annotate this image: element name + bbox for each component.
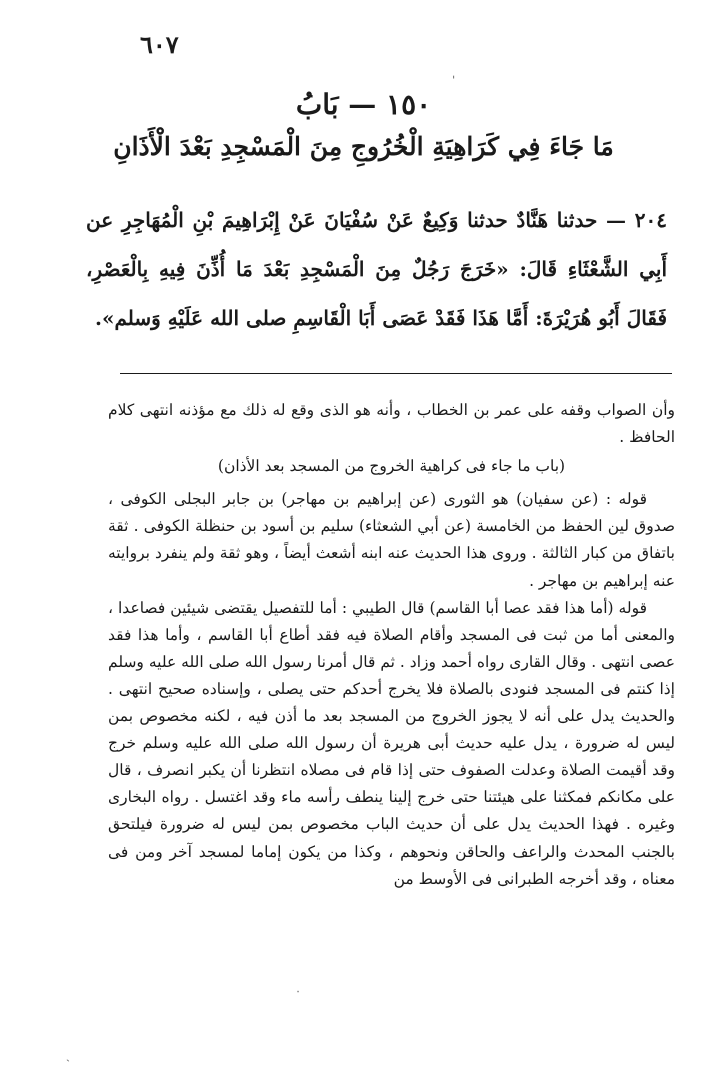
print-speck: ˑ	[296, 985, 301, 999]
footnote-divider	[120, 373, 672, 374]
commentary-paragraph: قوله (أما هذا فقد عصا أبا القاسم) قال الطيبي : أما للتفصيل يقتضى شيئين فصاعدا ، والمعنى أما من ثبت فى المسجد وأقام الصلاة فيه فقد أطاع أبا القاسم ، وأما هذا فقد عصى انتهى . وقال القارى رواه أحمد وزاد . ثم قال أمرنا رسول الله صلى الله عليه وسلم إذا كنتم فى المسجد فنودى بالصلاة فلا يخرج أحدكم حتى يصلى ، وإسناده صحيح انتهى . والحديث يدل على أنه لا يجوز الخروج من المسجد بعد ما أذن فيه ، لكنه مخصوص بمن ليس له ضرورة ، يدل عليه حديث أبى هريرة أن رسول الله صلى الله عليه وسلم خرج وقد أقيمت الصلاة وعدلت الصفوف حتى إذا قام فى مصلاه انتظرنا أن يكبر انصرف ، قال على مكانكم فمكثنا على هيئتنا حتى خرج إلينا ينطف رأسه ماء وقد اغتسل . رواه البخارى وغيره . فهذا الحديث يدل على أن حديث الباب مخصوص بمن ليس له ضرورة فيلتحق بالجنب المحدث والراعف والحاقن ونحوهم ، وكذا من يكون إماما لمسجد آخر ومن فى معناه ، وقد أخرجه الطبرانى فى الأوسط من	[108, 598, 675, 888]
print-speck: ˈ	[452, 74, 456, 88]
print-speck: ˏ	[66, 1048, 70, 1062]
commentary-paragraph: قوله : (عن سفيان) هو الثورى (عن إبراهيم بن مهاجر) بن جابر البجلى الكوفى ، صدوق لين الحفظ من الخامسة (عن أبي الشعثاء) سليم بن أسود بن حنظلة الكوفى . ثقة باتفاق من كبار الثالثة . وروى هذا الحديث عنه ابنه أشعث أيضاً ، وهو ثقة ولم ينفرد بروايته عنه إبراهيم بن مهاجر .	[108, 490, 675, 590]
hadith-text: ٢٠٤ — حدثنا هَنَّادٌ حدثنا وَكِيعٌ عَنْ سُفْيَانَ عَنْ إِبْرَاهِيمَ بْنِ الْمُهَاجِرِ عن أَبِي الشَّعْثَاءِ قَالَ: «خَرَجَ رَجُلٌ مِنَ الْمَسْجِدِ بَعْدَ مَا أُذِّنَ فِيهِ بِالْعَصْرِ، فَقَالَ أَبُو هُرَيْرَةَ: أَمَّا هَذَا فَقَدْ عَصَى أَبَا الْقَاسِمِ صلى الله عَلَيْهِ وَسلم».	[86, 208, 667, 330]
page-number: ٦٠٧	[140, 30, 179, 59]
commentary-paragraph: وأن الصواب وقفه على عمر بن الخطاب ، وأنه هو الذى وقع له ذلك مع مؤذنه انتهى كلام الحافظ .	[108, 401, 675, 447]
commentary-section-heading: (باب ما جاء فى كراهية الخروج من المسجد بعد الأذان)	[217, 457, 566, 476]
chapter-heading: ١٥٠ — بَابُ	[295, 88, 432, 121]
commentary-section	[108, 397, 675, 893]
chapter-title: مَا جَاءَ فِي كَرَاهِيَةِ الْخُرُوجِ مِنَ الْمَسْجِدِ بَعْدَ الْأَذَانِ	[113, 132, 614, 161]
